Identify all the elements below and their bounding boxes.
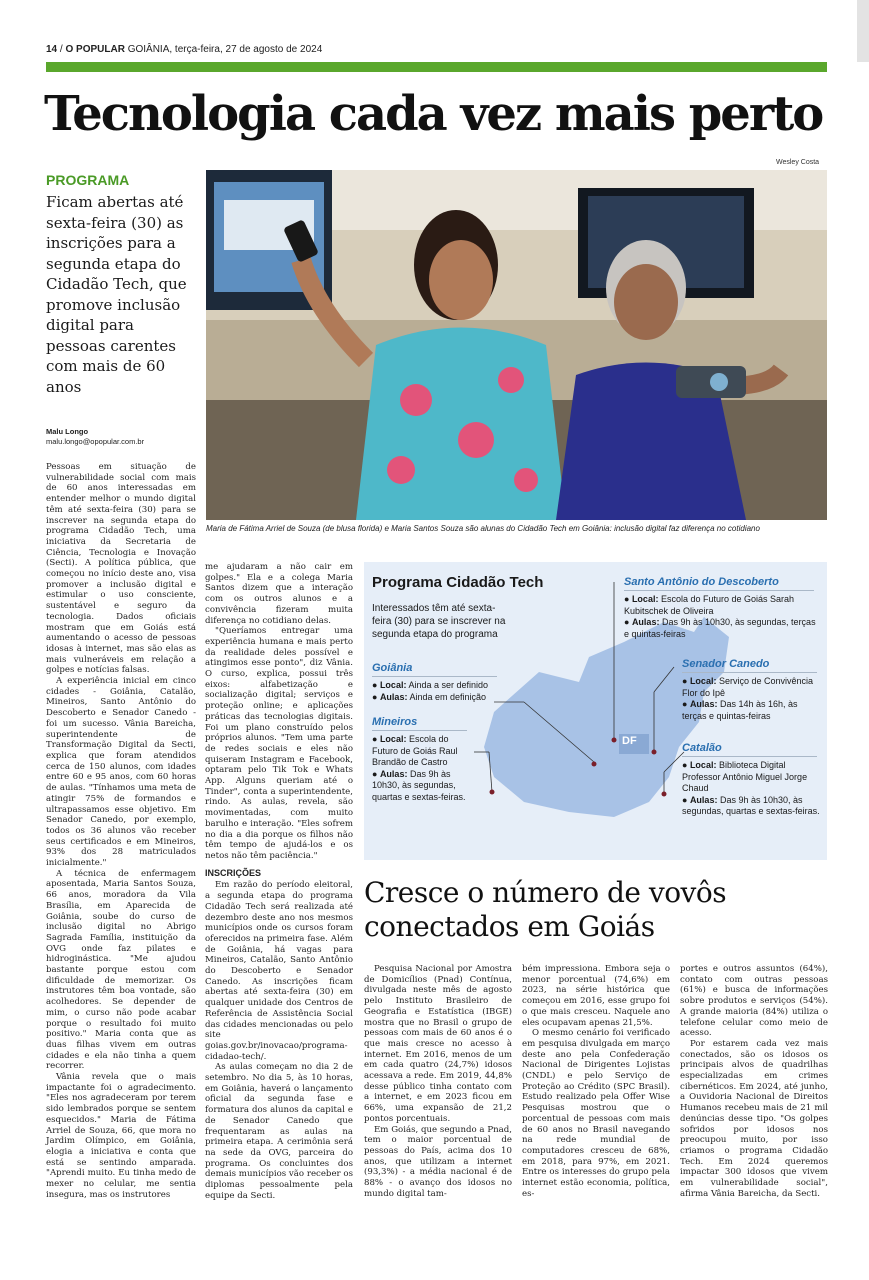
subhead-inscricoes: INSCRIÇÕES: [205, 867, 262, 878]
byline-name: Malu Longo: [46, 427, 89, 436]
newspaper-name: O POPULAR: [65, 44, 125, 55]
second-column-3: [680, 964, 828, 1199]
kicker: PROGRAMA: [46, 172, 130, 188]
article-paragraph: Em razão do período eleitoral, a segunda etapa do programa Cidadão Tech será realizada até dezembro deste ano nos mesmos municípios onde os cursos foram oferecidos na primeira fase. Além de Goiânia, há vagas para Mineiros, Catalão, Santo Antônio do Descoberto e Senador Canedo. As inscrições ficam abertas até sexta-feira (30) em qualquer unidade dos Centros de Referência de Assistência Social das cidades mencionadas ou pelo site goias.gov.br/inovacao/programa-cidadao-tech/.: [205, 880, 353, 1062]
catalao-aulas: Das 9h às 10h30, às segundas, quartas e sextas-feiras.: [682, 794, 820, 816]
page-number: 14: [46, 44, 58, 55]
marker-catalao: [662, 792, 667, 797]
separator: /: [59, 44, 63, 55]
mineiros-local: Escola do Futuro de Goiás Raul Brandão de Castro: [372, 734, 458, 767]
second-column-2: [522, 964, 670, 1199]
byline: [46, 427, 144, 447]
article-paragraph: Em Goiás, que segundo a Pnad, tem o maior porcentual de pessoas do País, acima dos 10 anos, que utilizam a internet (93,3%) - a média nacional é de 88% - o avanço dos idosos no mundo digital tam-: [364, 1124, 512, 1199]
main-photo: [206, 170, 827, 520]
article-column-1: [46, 462, 196, 1201]
marker-mineiros: [490, 790, 495, 795]
byline-email: malu.longo@opopular.com.br: [46, 437, 145, 446]
article-paragraph: A técnica de enfermagem aposentada, Maria Santos Souza, 66 anos, moradora da Vila Brasília, em Aparecida de Goiânia, soube do curso de inclusão digital no Abrigo Sagrada Família, instituição da OVG onde faz pilates e hidroginástica. "Me ajudou bastante porque estou com dificuldade de memorizar. Os instrutores têm boa vontade, são acolhedores. Se depender de mim, o curso não pode acabar porque o resultado foi muito positivo." Maria conta que as duas filhas vivem em outras cidades e ela não tinha a quem recorrer.: [46, 868, 196, 1072]
df-label: DF: [622, 735, 637, 747]
photo-illustration: [206, 170, 827, 520]
marker-santo-antonio: [612, 738, 617, 743]
article-paragraph: O mesmo cenário foi verificado em pesquisa divulgada em março deste ano pela Confederação Nacional de Dirigentes Lojistas (CNDL) e pelo Serviço de Proteção ao Crédito (SPC Brasil). Estudo realizado pela Offer Wise Pesquisas mostrou que o porcentual de pessoas com mais de 60 anos no Brasil navegando na rede mundial de computadores cresceu de 68%, em 2018, para 97%, em 2021. Entre os interesses do grupo pela internet estão economia, política, es-: [522, 1028, 670, 1199]
senador-canedo-local: Serviço de Convivência Flor do Ipê: [682, 676, 814, 698]
article-paragraph: Pessoas em situação de vulnerabilidade social com mais de 60 anos interessadas em entender melhor o mundo digital têm até sexta-feira (30) para se inscrever na segunda etapa do programa Cidadão Tech, uma iniciativa da Secretaria de Ciência, Tecnologia e Inovação (Secti). A política pública, que começou no início deste ano, visa promover a inclusão digital e estimular o uso consciente, sustentável e seguro da tecnologia. Dados oficiais mostram que em Goiás está aumentando o acesso de pessoas idosas à internet, mas são elas as mais vulneráveis em relação a golpes e notícias falsas.: [46, 462, 196, 676]
mineiros-block: Mineiros ● Local: Escola do Futuro de Goiás Raul Brandão de Castro ● Aulas: Das 9h às 10h30, às segundas, quartas e sextas-feiras.: [372, 716, 472, 803]
scrollbar[interactable]: [857, 0, 869, 62]
marker-senador-canedo: [652, 750, 657, 755]
goiania-title: Goiânia: [372, 662, 413, 674]
mineiros-title: Mineiros: [372, 716, 418, 728]
santo-antonio-title: Santo Antônio do Descoberto: [624, 576, 779, 588]
goiania-block: Goiânia ● Local: Ainda a ser definido ● Aulas: Ainda em definição: [372, 662, 512, 703]
goiania-local: Ainda a ser definido: [408, 680, 489, 690]
page-header: [46, 44, 322, 55]
article-paragraph: "Queríamos entregar uma experiência humana e mais perto da realidade deles possível e atingimos esse ponto", diz Vânia. O curso, explica, possui três eixos: alfabetização e socialização digital; serviços e proteção online; e aplicações práticas das tecnologias digitais. Foi um plano construído pelos próprios alunos. "Tem uma parte de redes sociais e eles não quiseram Instagram e Facebook, optaram pelo Tik Tok e Whats App. Alguns queriam até o Tinder", conta a superintendente, rindo. As aulas, revela, são movimentadas, com muito barulho e interação. "Eles sofrem no dia a dia porque os filhos não têm tempo de ajudá-los e os netos não têm paciência.": [205, 626, 353, 861]
senador-canedo-block: Senador Canedo ● Local: Serviço de Convivência Flor do Ipê ● Aulas: Das 14h às 16h, às terças e quintas-feiras: [682, 658, 822, 722]
section-bar: [46, 62, 827, 72]
senador-canedo-aulas: Das 14h às 16h, às terças e quintas-feiras: [682, 699, 798, 721]
santo-antonio-local: Escola do Futuro de Goiás Sarah Kubitschek de Oliveira: [624, 594, 795, 616]
catalao-block: Catalão ● Local: Biblioteca Digital Professor Antônio Miguel Jorge Chaud ● Aulas: Das 9h às 10h30, às segundas, quartas e sextas-feiras.: [682, 742, 822, 818]
dateline: GOIÂNIA, terça-feira, 27 de agosto de 2024: [127, 44, 323, 55]
headline: Tecnologia cada vez mais perto: [44, 86, 823, 142]
info-box-intro: Interessados têm até sexta-feira (30) para se inscrever na segunda etapa do programa: [372, 603, 506, 640]
catalao-title: Catalão: [682, 742, 722, 754]
photo-credit: Wesley Costa: [776, 159, 820, 166]
article-paragraph: Vânia revela que o mais impactante foi o agradecimento. "Eles nos agradeceram por terem sido lembrados porque se sentem esquecidos." Maria de Fátima Arriel de Souza, 66, que mora no Jardim Olímpico, em Goiânia, elogia a iniciativa e conta que está se sentindo amparada. "Aprendi muito. Eu tinha medo de mexer no celular, me sentia insegura, mas os instrutores: [46, 1072, 196, 1200]
second-headline: Cresce o número de vovôs conectados em Goiás: [364, 876, 727, 943]
santo-antonio-aulas: Das 9h às 10h30, às segundas, terças e quintas-feiras: [624, 617, 816, 639]
senador-canedo-title: Senador Canedo: [682, 658, 770, 670]
article-paragraph: me ajudaram a não cair em golpes." Ela e a colega Maria Santos dizem que a interação com os outros alunos e a convivência fizeram muita diferença no cotidiano delas.: [205, 562, 353, 626]
article-paragraph: bém impressiona. Embora seja o menor porcentual (74,6%) em 2023, na série histórica que começou em 2016, esse grupo foi o que mais cresceu. Naquele ano eles ocupavam apenas 21,5%.: [522, 964, 670, 1028]
goiania-aulas: Ainda em definição: [409, 691, 487, 702]
catalao-local: Biblioteca Digital Professor Antônio Miguel Jorge Chaud: [682, 760, 808, 793]
photo-caption: Maria de Fátima Arriel de Souza (de blusa florida) e Maria Santos Souza são alunas do Cidadão Tech em Goiânia: inclusão digital faz diferença no cotidiano: [206, 524, 760, 533]
article-paragraph: A experiência inicial em cinco cidades - Goiânia, Catalão, Mineiros, Santo Antônio do Descoberto e Senador Canedo - foi um sucesso. Vânia Bareicha, superintendente de Transformação Digital da Secti, explica que foram atendidos cerca de 150 alunos, com idades entre 60 e 95 anos, com 60 horas de aulas. "Tínhamos uma meta de atingir 75% de formandos e ultrapassamos esse objetivo. Em Senador Canedo, por exemplo, todos os 36 alunos vão receber seus certificados e em Mineiros, 93% dos 28 matriculados inicialmente.": [46, 676, 196, 869]
article-paragraph: portes e outros assuntos (64%), contato com outras pessoas (61%) e busca de informações sobre produtos e serviços (54%). A grande maioria (84%) utiliza o telefone celular como meio de acesso.: [680, 964, 828, 1039]
article-paragraph: Pesquisa Nacional por Amostra de Domicílios (Pnad) Contínua, divulgada neste mês de agosto pelo Instituto Brasileiro de Geografia e Estatística (IBGE) mostra que no Brasil o grupo de pessoas com mais de 60 anos é o que mais cresce no acesso à internet. Em 2016, menos de um em cada quatro (24,7%) idosos acessava a rede. Em 2019, 44,8% desse público tinha contato com a internet, e em 2023 ficou em 66%, uma expansão de 21,2 pontos porcentuais.: [364, 964, 512, 1124]
article-paragraph: As aulas começam no dia 2 de setembro. No dia 5, às 10 horas, em Goiânia, haverá o lançamento oficial da segunda fase e formatura dos alunos da capital e de Senador Canedo que frequentaram as aulas na primeira etapa. A cerimônia será na sede da OVG, parceira do programa. Os concluintes dos demais municípios vão receber os diplomas pessoalmente pela equipe da Secti.: [205, 1062, 353, 1201]
second-column-1: [364, 964, 512, 1199]
article-paragraph: Por estarem cada vez mais conectados, são os idosos os principais alvos de quadrilhas especializadas em crimes cibernéticos. Em 2024, até junho, a Ouvidoria Nacional de Direitos Humanos recebeu mais de 21 mil denúncias desse tipo. "Os golpes sofridos por idosos nos preocupou muito, por isso criamos o programa Cidadão Tech. Em 2024 queremos impactar 300 idosos que vivem em vulnerabilidade social", afirma Vânia Bareicha, da Secti.: [680, 1038, 828, 1199]
article-column-2: [205, 562, 353, 1201]
info-box: [364, 562, 827, 860]
marker-goiania: [592, 762, 597, 767]
info-box-title: Programa Cidadão Tech: [372, 574, 544, 591]
santo-antonio-block: Santo Antônio do Descoberto ● Local: Escola do Futuro de Goiás Sarah Kubitschek de Oliveira ● Aulas: Das 9h às 10h30, às segundas, terças e quintas-feiras: [624, 576, 819, 640]
mineiros-aulas: Das 9h às 10h30, às segundas, quartas e sextas-feiras.: [372, 768, 466, 802]
deck: Ficam abertas até sexta-feira (30) as inscrições para a segunda etapa do Cidadão Tech, que promove inclusão digital para pessoas carentes com mais de 60 anos: [46, 193, 187, 396]
